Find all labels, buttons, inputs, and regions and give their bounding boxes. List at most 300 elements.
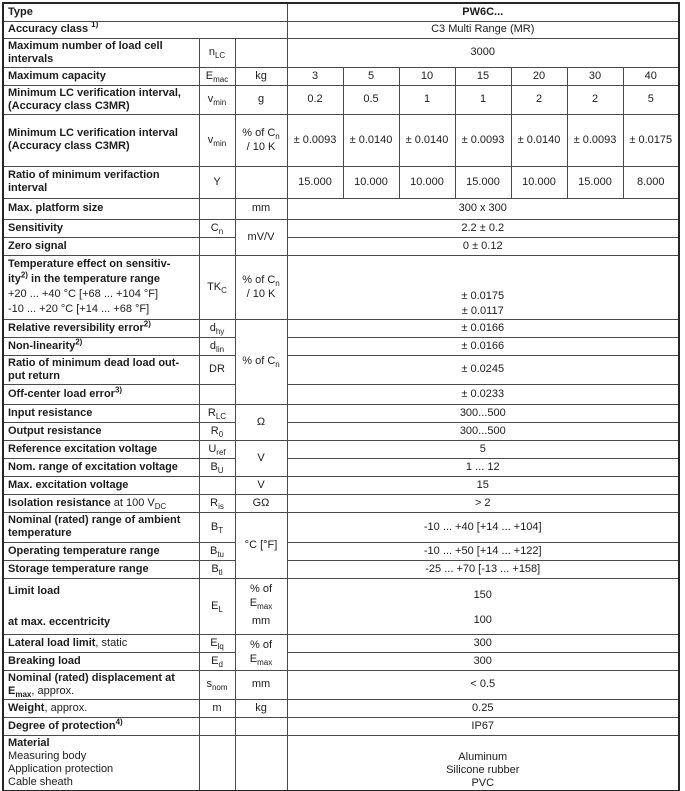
material-item: Application protection bbox=[8, 762, 114, 775]
label-cell bbox=[3, 512, 199, 542]
symbol-cell bbox=[199, 85, 235, 114]
value-cell: 10.000 bbox=[511, 166, 567, 198]
row-reference-excitation-voltage bbox=[3, 440, 679, 458]
symbol-sub: LC bbox=[215, 411, 227, 421]
label-text: Off-center load error bbox=[8, 387, 115, 400]
value-cell: 2 bbox=[511, 85, 567, 114]
label-cell bbox=[3, 337, 199, 355]
unit-cell bbox=[235, 634, 287, 670]
value-cell: 0.5 bbox=[343, 85, 399, 114]
unit-cell bbox=[235, 440, 287, 476]
value-cell: 5 bbox=[343, 67, 399, 85]
symbol-cell bbox=[199, 542, 235, 560]
empty-symbol-cell bbox=[199, 717, 235, 735]
value-cell bbox=[287, 255, 679, 319]
value-text: 100 bbox=[473, 613, 492, 626]
unit-text: mm bbox=[251, 678, 271, 690]
label-cell bbox=[3, 219, 199, 237]
unit-text: °C [°F] bbox=[244, 538, 278, 551]
material-value: PVC bbox=[471, 777, 495, 790]
value-text: 1 ... 12 bbox=[465, 460, 500, 473]
label-text: Zero signal bbox=[8, 239, 67, 252]
symbol-sub: L bbox=[218, 604, 223, 614]
symbol-sub: C bbox=[221, 285, 227, 295]
unit-text: mV/V bbox=[247, 230, 275, 243]
symbol-text: E bbox=[210, 636, 218, 649]
material-item: Measuring body bbox=[8, 749, 87, 762]
unit-text: mm bbox=[251, 614, 271, 627]
symbol-cell bbox=[199, 440, 235, 458]
omega-unit-text: Ω bbox=[256, 415, 266, 428]
value-cell: ± 0.0093 bbox=[455, 114, 511, 166]
value-text: ± 0.0117 bbox=[461, 304, 504, 317]
value-text: ± 0.0166 bbox=[461, 321, 505, 334]
label-cell bbox=[3, 494, 199, 512]
symbol-text: m bbox=[212, 701, 222, 714]
empty-symbol-cell bbox=[199, 384, 235, 404]
unit-text: / 10 K bbox=[246, 288, 276, 300]
value-text: ± 0.0175 bbox=[461, 289, 505, 302]
row-lateral-load-limit bbox=[3, 634, 679, 652]
label-text: Weight bbox=[8, 701, 45, 714]
row-isolation-resistance bbox=[3, 494, 679, 512]
label-text: Minimum LC verification interval (Accuracy class C3MR) bbox=[8, 127, 178, 152]
label-text: Type bbox=[8, 5, 33, 18]
symbol-text: s bbox=[206, 678, 212, 690]
label-text: put return bbox=[8, 369, 60, 382]
label-cell bbox=[3, 560, 199, 578]
label-cell bbox=[3, 237, 199, 255]
unit-text: % of bbox=[249, 639, 272, 651]
row-type bbox=[3, 3, 679, 21]
symbol-text: n bbox=[208, 46, 215, 58]
label-text: Nominal (rated) range of ambient temperature bbox=[8, 514, 181, 539]
unit-cell bbox=[235, 494, 287, 512]
row-zero-signal bbox=[3, 237, 679, 255]
value-text: > 2 bbox=[474, 496, 491, 509]
label-text: $E_{max}$, approx. bbox=[8, 684, 75, 699]
value-cell bbox=[287, 440, 679, 458]
row-sensitivity bbox=[3, 219, 679, 237]
label-text: Maximum capacity bbox=[8, 69, 106, 82]
symbol-sub: n bbox=[218, 226, 224, 236]
unit-cell bbox=[235, 114, 287, 166]
symbol-text: Y bbox=[213, 175, 221, 188]
label-cell bbox=[3, 670, 199, 699]
value-text: -10 ... +40 [+14 ... +104] bbox=[423, 520, 542, 533]
symbol-cell bbox=[199, 404, 235, 422]
footnote-sup: 3) bbox=[114, 384, 123, 394]
row-ratio-y bbox=[3, 166, 679, 198]
label-cell bbox=[3, 3, 287, 21]
row-storage-temperature-range bbox=[3, 560, 679, 578]
label-cell bbox=[3, 355, 199, 384]
value-cell bbox=[287, 3, 679, 21]
symbol-cell bbox=[199, 458, 235, 476]
value-text: 0.25 bbox=[472, 701, 494, 714]
symbol-sub: LC bbox=[214, 51, 226, 61]
label-text: Limit load bbox=[8, 584, 60, 597]
label-text: Sensitivity bbox=[8, 221, 64, 234]
value-cell: 40 bbox=[623, 67, 679, 85]
value-cell bbox=[287, 219, 679, 237]
label-cell bbox=[3, 166, 199, 198]
symbol-sub: min bbox=[213, 138, 227, 148]
symbol-text: B bbox=[209, 544, 218, 557]
unit-text: V bbox=[257, 451, 265, 464]
label-cell bbox=[3, 578, 199, 634]
value-cell bbox=[287, 404, 679, 422]
value-text: 300...500 bbox=[459, 424, 506, 437]
label-sub: DC bbox=[154, 501, 167, 511]
value-cell: 8.000 bbox=[623, 166, 679, 198]
unit-cell bbox=[235, 512, 287, 578]
value-text: 0 ± 0.12 bbox=[462, 239, 503, 252]
row-temp-effect bbox=[3, 255, 679, 319]
value-cell bbox=[287, 578, 679, 634]
label-cell bbox=[3, 384, 199, 404]
empty-symbol-cell bbox=[199, 476, 235, 494]
value-cell bbox=[287, 494, 679, 512]
empty-unit-cell bbox=[235, 717, 287, 735]
value-text: 300 bbox=[473, 636, 492, 649]
row-reversibility-error bbox=[3, 319, 679, 337]
row-off-center-load-error bbox=[3, 384, 679, 404]
value-text: 2.2 ± 0.2 bbox=[461, 221, 505, 234]
label-text: Nom. range of excitation voltage bbox=[8, 460, 178, 473]
label-text: Input resistance bbox=[8, 406, 93, 419]
symbol-text: E bbox=[211, 599, 219, 612]
row-dead-load-output-return bbox=[3, 355, 679, 384]
row-vmin-percent bbox=[3, 114, 679, 166]
symbol-cell bbox=[199, 512, 235, 542]
row-accuracy-class bbox=[3, 21, 679, 38]
value-cell bbox=[287, 634, 679, 652]
symbol-text: d bbox=[209, 321, 216, 334]
value-cell bbox=[287, 384, 679, 404]
temp-range-high: +20 ... +40 °C [+68 ... +104 °F] bbox=[8, 287, 159, 300]
label-cell bbox=[3, 114, 199, 166]
symbol-sub: is bbox=[218, 501, 224, 511]
label-cell bbox=[3, 717, 199, 735]
symbol-cell bbox=[199, 67, 235, 85]
unit-cell bbox=[235, 85, 287, 114]
label-text: Nominal (rated) displacement at bbox=[8, 671, 175, 684]
label-cell bbox=[3, 404, 199, 422]
value-cell: 10 bbox=[399, 67, 455, 85]
label-text: Relative reversibility error bbox=[8, 321, 144, 334]
row-limit-load bbox=[3, 578, 679, 634]
label-cell bbox=[3, 198, 199, 219]
unit-text: kg bbox=[255, 701, 267, 714]
unit-text: mm bbox=[251, 202, 271, 214]
temp-range-low: -10 ... +20 °C [+14 ... +68 °F] bbox=[8, 302, 150, 315]
value-cell bbox=[287, 476, 679, 494]
value-cell: 15.000 bbox=[567, 166, 623, 198]
label-cell bbox=[3, 652, 199, 670]
unit-text: / 10 K bbox=[246, 141, 276, 153]
value-cell bbox=[287, 652, 679, 670]
symbol-sub: d bbox=[218, 659, 223, 669]
value-cell bbox=[287, 699, 679, 717]
unit-text: % of $C_n$ bbox=[242, 355, 280, 370]
value-text: -10 ... +50 [+14 ... +122] bbox=[423, 544, 542, 557]
label-text: Temperature effect on sensitiv- bbox=[8, 257, 171, 270]
value-cell bbox=[287, 717, 679, 735]
symbol-sub: min bbox=[213, 98, 227, 108]
symbol-cell bbox=[199, 634, 235, 652]
label-cell bbox=[3, 319, 199, 337]
label-text: Ratio of minimum dead load out- bbox=[8, 356, 180, 369]
symbol-cell bbox=[199, 652, 235, 670]
label-cell bbox=[3, 476, 199, 494]
label-text: Accuracy class bbox=[8, 23, 89, 35]
label-cell bbox=[3, 699, 199, 717]
value-text: -25 ... +70 [-13 ... +158] bbox=[425, 562, 541, 575]
value-cell bbox=[287, 319, 679, 337]
label-cell bbox=[3, 67, 199, 85]
label-text: Breaking load bbox=[8, 654, 81, 667]
row-non-linearity bbox=[3, 337, 679, 355]
value-cell: 15 bbox=[455, 67, 511, 85]
symbol-text: B bbox=[210, 520, 219, 533]
unit-cell bbox=[235, 476, 287, 494]
value-text: ± 0.0166 bbox=[461, 339, 505, 352]
row-output-resistance bbox=[3, 422, 679, 440]
label-text: Lateral load limit bbox=[8, 636, 96, 649]
label-text: Non-linearity bbox=[8, 339, 76, 352]
label-cell bbox=[3, 440, 199, 458]
symbol-cell bbox=[199, 219, 235, 237]
unit-cell bbox=[235, 67, 287, 85]
symbol-sub: 0 bbox=[218, 429, 224, 439]
empty-symbol-cell bbox=[199, 237, 235, 255]
value-cell: 30 bbox=[567, 67, 623, 85]
value-text: 300...500 bbox=[459, 406, 506, 419]
row-excitation-voltage-range bbox=[3, 458, 679, 476]
unit-text: % of $C_n$ bbox=[242, 127, 280, 142]
symbol-cell bbox=[199, 38, 235, 67]
label-text: ity$^{2)}$ in the temperature range bbox=[8, 269, 161, 285]
value-text: ± 0.0233 bbox=[461, 387, 505, 400]
value-text: IP67 bbox=[471, 719, 495, 732]
symbol-cell bbox=[199, 166, 235, 198]
label-suffix: , approx. bbox=[44, 701, 88, 714]
value-cell: 20 bbox=[511, 67, 567, 85]
unit-cell bbox=[235, 699, 287, 717]
empty-unit-cell bbox=[235, 38, 287, 67]
symbol-sub: tl bbox=[218, 567, 223, 577]
symbol-cell bbox=[199, 560, 235, 578]
value-cell: 0.2 bbox=[287, 85, 343, 114]
value-cell bbox=[287, 422, 679, 440]
symbol-cell bbox=[199, 337, 235, 355]
symbol-cell bbox=[199, 355, 235, 384]
material-item: Cable sheath bbox=[8, 776, 73, 789]
symbol-cell bbox=[199, 494, 235, 512]
value-text: 15 bbox=[476, 478, 489, 491]
label-cell bbox=[3, 735, 199, 791]
row-nominal-displacement bbox=[3, 670, 679, 699]
row-load-cell-intervals bbox=[3, 38, 679, 67]
value-cell: ± 0.0093 bbox=[567, 114, 623, 166]
label-text: at max. eccentricity bbox=[8, 615, 111, 628]
value-cell bbox=[287, 542, 679, 560]
value-cell: 5 bbox=[623, 85, 679, 114]
label-cell bbox=[3, 422, 199, 440]
footnote-sup: 1) bbox=[91, 21, 99, 30]
footnote-sup: 2) bbox=[20, 269, 28, 279]
symbol-text: B bbox=[211, 562, 219, 575]
unit-cell bbox=[235, 219, 287, 255]
label-text: Isolation resistance bbox=[8, 496, 111, 509]
label-suffix: at 100 V bbox=[110, 496, 155, 509]
value-cell: 1 bbox=[399, 85, 455, 114]
value-text: 3000 bbox=[470, 46, 495, 58]
value-cell: ± 0.0140 bbox=[511, 114, 567, 166]
label-text: Output resistance bbox=[8, 424, 102, 437]
value-cell: ± 0.0175 bbox=[623, 114, 679, 166]
material-title: Material bbox=[8, 736, 50, 749]
label-cell bbox=[3, 85, 199, 114]
value-cell: ± 0.0140 bbox=[399, 114, 455, 166]
unit-text: $E_{max}$ bbox=[249, 653, 273, 668]
unit-cell bbox=[235, 198, 287, 219]
unit-cell bbox=[235, 670, 287, 699]
symbol-text: d bbox=[209, 339, 217, 352]
symbol-sub: mac bbox=[213, 74, 229, 84]
label-suffix: , static bbox=[95, 636, 128, 649]
label-text: Maximum number of load cell intervals bbox=[8, 39, 163, 65]
empty-symbol-cell bbox=[199, 198, 235, 219]
label-text: Ratio of minimum verifaction interval bbox=[8, 169, 160, 194]
value-cell bbox=[287, 512, 679, 542]
empty-unit-cell bbox=[235, 735, 287, 791]
row-platform-size bbox=[3, 198, 679, 219]
unit-text: g bbox=[257, 93, 265, 105]
label-text: Degree of protection bbox=[8, 719, 116, 732]
symbol-sub: lq bbox=[217, 641, 224, 651]
value-cell: 15.000 bbox=[455, 166, 511, 198]
unit-cell bbox=[235, 319, 287, 404]
label-cell bbox=[3, 38, 199, 67]
empty-unit-cell bbox=[235, 166, 287, 198]
value-text: ± 0.0245 bbox=[461, 363, 505, 375]
label-text: Max. platform size bbox=[8, 202, 104, 214]
symbol-cell bbox=[199, 422, 235, 440]
unit-text: kg bbox=[255, 69, 267, 82]
label-text: Minimum LC verification interval, (Accuracy class C3MR) bbox=[8, 86, 181, 112]
material-value: Silicone rubber bbox=[446, 763, 520, 776]
value-text: PW6C... bbox=[462, 5, 504, 18]
unit-text: $E_{max}$ bbox=[249, 596, 273, 611]
symbol-text: R bbox=[210, 424, 219, 437]
value-cell: 15.000 bbox=[287, 166, 343, 198]
material-value: Aluminum bbox=[458, 750, 508, 763]
value-cell: 3 bbox=[287, 67, 343, 85]
symbol-text: C bbox=[210, 221, 219, 234]
value-text: 5 bbox=[479, 442, 486, 455]
empty-symbol-cell bbox=[199, 735, 235, 791]
symbol-cell bbox=[199, 699, 235, 717]
label-cell bbox=[3, 458, 199, 476]
symbol-text: TK bbox=[207, 280, 222, 293]
symbol-text: v bbox=[207, 93, 214, 105]
value-cell bbox=[287, 198, 679, 219]
value-cell: 1 bbox=[455, 85, 511, 114]
unit-cell bbox=[235, 404, 287, 440]
symbol-text: v bbox=[207, 133, 214, 146]
value-text: 300 bbox=[473, 654, 492, 667]
symbol-cell bbox=[199, 114, 235, 166]
symbol-sub: T bbox=[218, 525, 224, 535]
symbol-sub: U bbox=[217, 465, 224, 475]
row-degree-of-protection bbox=[3, 717, 679, 735]
value-text: 300 x 300 bbox=[458, 202, 507, 214]
footnote-sup: 2) bbox=[143, 319, 151, 328]
unit-text: GΩ bbox=[252, 496, 270, 509]
label-text: Max. excitation voltage bbox=[8, 478, 129, 491]
row-max-excitation-voltage bbox=[3, 476, 679, 494]
value-cell: ± 0.0140 bbox=[343, 114, 399, 166]
symbol-sub: nom bbox=[211, 683, 228, 693]
label-text: Reference excitation voltage bbox=[8, 442, 158, 455]
value-cell bbox=[287, 458, 679, 476]
value-cell bbox=[287, 337, 679, 355]
row-weight bbox=[3, 699, 679, 717]
footnote-sup: 4) bbox=[115, 717, 123, 726]
symbol-cell bbox=[199, 670, 235, 699]
symbol-text: R bbox=[210, 496, 219, 509]
value-cell bbox=[287, 237, 679, 255]
value-cell bbox=[287, 670, 679, 699]
label-cell bbox=[3, 542, 199, 560]
symbol-sub: tu bbox=[217, 549, 224, 559]
value-text: < 0.5 bbox=[470, 678, 496, 690]
label-cell bbox=[3, 255, 199, 319]
symbol-text: R bbox=[207, 406, 216, 419]
symbol-text: E bbox=[205, 69, 214, 82]
unit-cell bbox=[235, 578, 287, 634]
footnote-sup: 2) bbox=[75, 337, 83, 346]
row-maximum-capacity bbox=[3, 67, 679, 85]
value-cell bbox=[287, 560, 679, 578]
value-cell: ± 0.0093 bbox=[287, 114, 343, 166]
value-cell: 2 bbox=[567, 85, 623, 114]
symbol-text: U bbox=[208, 442, 217, 455]
label-cell bbox=[3, 21, 287, 38]
unit-text: % of bbox=[249, 582, 272, 595]
load-cell-spec-table bbox=[2, 2, 680, 791]
row-ambient-temperature-range bbox=[3, 512, 679, 542]
symbol-text: B bbox=[210, 460, 218, 473]
symbol-sub: ref bbox=[216, 447, 226, 457]
unit-text: % of $C_n$ bbox=[242, 274, 280, 289]
symbol-sub: hy bbox=[215, 326, 225, 336]
value-cell bbox=[287, 38, 679, 67]
symbol-cell bbox=[199, 255, 235, 319]
value-cell bbox=[287, 735, 679, 791]
symbol-cell bbox=[199, 578, 235, 634]
value-text: C3 Multi Range (MR) bbox=[431, 23, 535, 35]
label-cell bbox=[3, 634, 199, 652]
symbol-sub: lin bbox=[216, 344, 225, 354]
symbol-cell bbox=[199, 319, 235, 337]
row-vmin-g bbox=[3, 85, 679, 114]
value-cell: 10.000 bbox=[399, 166, 455, 198]
label-text: Storage temperature range bbox=[8, 562, 149, 575]
label-text: Operating temperature range bbox=[8, 544, 160, 557]
